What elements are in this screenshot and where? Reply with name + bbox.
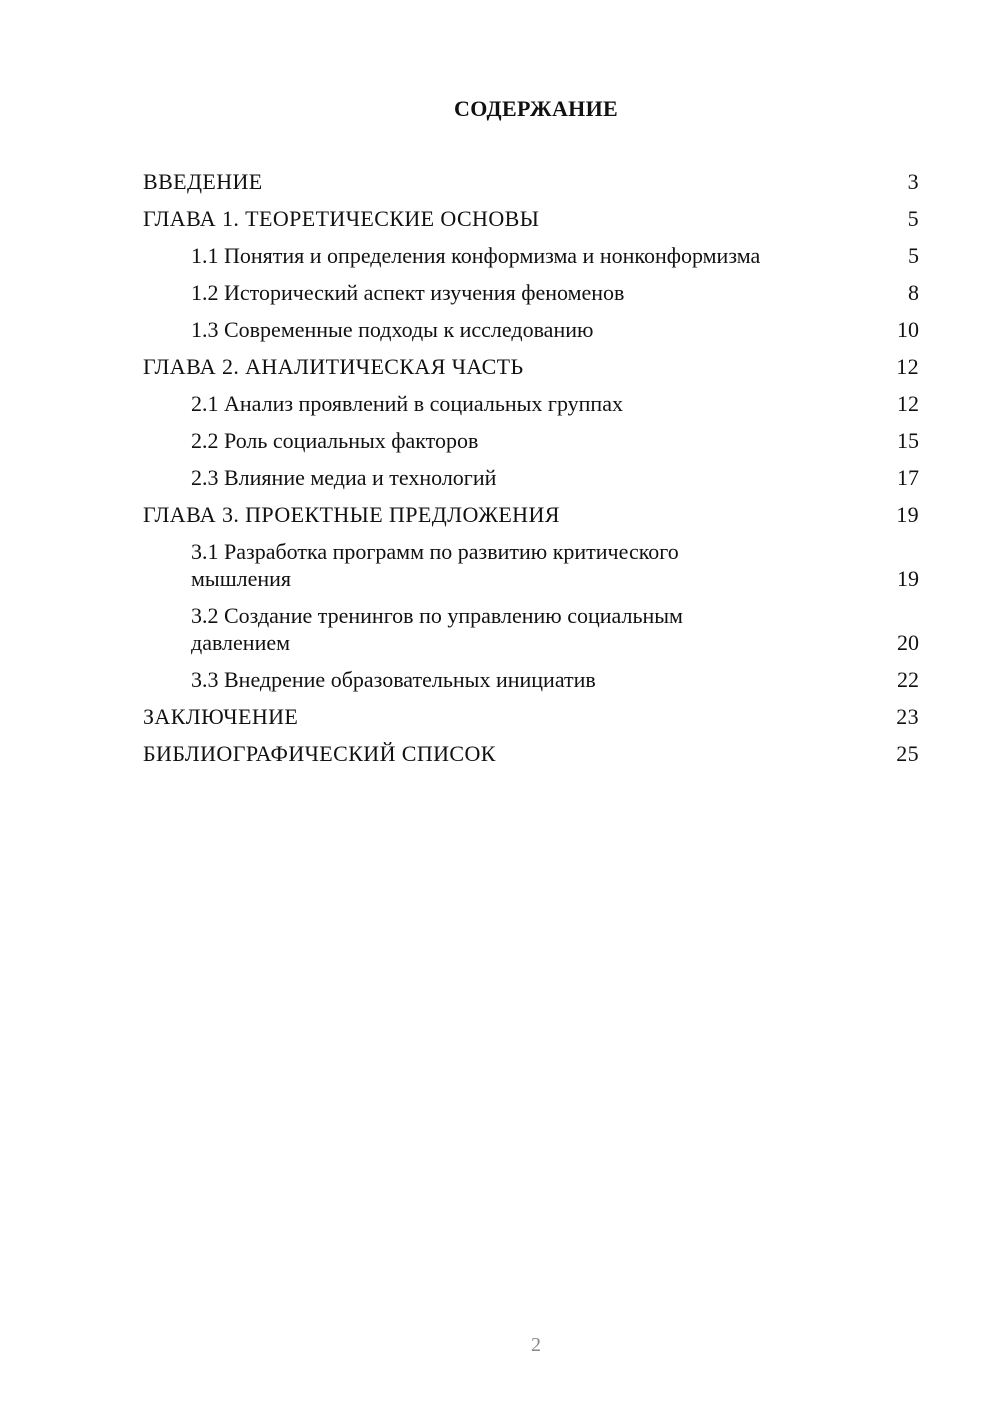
toc-entry[interactable] xyxy=(143,168,919,195)
toc-entry-text: ГЛАВА 1. ТЕОРЕТИЧЕСКИЕ ОСНОВЫ xyxy=(143,206,540,231)
toc-entry-page: 5 xyxy=(908,243,919,268)
toc-entry-page: 12 xyxy=(896,354,919,379)
toc-entry-text: ВВЕДЕНИЕ xyxy=(143,169,263,194)
toc-entry[interactable] xyxy=(143,703,919,730)
toc-entry[interactable] xyxy=(143,205,919,232)
toc-subentry[interactable] xyxy=(143,390,919,417)
toc-entry-text: БИБЛИОГРАФИЧЕСКИЙ СПИСОК xyxy=(143,741,496,766)
toc-entry-page: 3 xyxy=(907,169,919,194)
toc-entry-text: 3.2 Создание тренингов по управлению социальным давлением xyxy=(191,603,683,655)
toc-entry-page: 12 xyxy=(897,391,919,416)
toc-entry-text: 1.2 Исторический аспект изучения феноменов xyxy=(191,280,625,305)
toc-subentry[interactable] xyxy=(143,279,919,306)
toc-entry-text: 3.3 Внедрение образовательных инициатив xyxy=(191,667,596,692)
toc-entry-page: 22 xyxy=(897,667,919,692)
table-of-contents xyxy=(143,168,919,777)
toc-entry-text: 1.3 Современные подходы к исследованию xyxy=(191,317,594,342)
toc-entry-text: ГЛАВА 2. АНАЛИТИЧЕСКАЯ ЧАСТЬ xyxy=(143,354,524,379)
page-title: СОДЕРЖАНИЕ xyxy=(454,96,618,121)
toc-subentry[interactable] xyxy=(143,242,919,269)
toc-entry-page: 15 xyxy=(897,428,919,453)
toc-entry-page: 25 xyxy=(896,741,919,766)
toc-entry-text: ЗАКЛЮЧЕНИЕ xyxy=(143,704,299,729)
toc-entry-text: 1.1 Понятия и определения конформизма и нонконформизма xyxy=(191,243,761,268)
toc-subentry[interactable] xyxy=(143,427,919,454)
toc-entry[interactable] xyxy=(143,740,919,767)
toc-entry-page: 8 xyxy=(908,280,919,305)
toc-entry-page: 23 xyxy=(896,704,919,729)
toc-subentry[interactable] xyxy=(143,666,919,693)
toc-subentry[interactable] xyxy=(143,538,919,592)
toc-subentry[interactable] xyxy=(143,602,919,656)
toc-subentry[interactable] xyxy=(143,316,919,343)
toc-entry-page: 19 xyxy=(896,502,919,527)
toc-entry-text: 2.1 Анализ проявлений в социальных группах xyxy=(191,391,623,416)
toc-entry-page: 17 xyxy=(897,465,919,490)
toc-subentry[interactable] xyxy=(143,464,919,491)
page-number: 2 xyxy=(531,1334,541,1356)
toc-entry-text: 2.2 Роль социальных факторов xyxy=(191,428,479,453)
toc-entry-page: 5 xyxy=(907,206,919,231)
toc-entry-page: 20 xyxy=(897,630,919,655)
toc-entry-text: 3.1 Разработка программ по развитию критического мышления xyxy=(191,539,679,591)
toc-entry-page: 10 xyxy=(897,317,919,342)
toc-entry-page: 19 xyxy=(897,566,919,591)
toc-entry-text: 2.3 Влияние медиа и технологий xyxy=(191,465,497,490)
toc-entry-text: ГЛАВА 3. ПРОЕКТНЫЕ ПРЕДЛОЖЕНИЯ xyxy=(143,502,560,527)
toc-entry[interactable] xyxy=(143,353,919,380)
toc-entry[interactable] xyxy=(143,501,919,528)
